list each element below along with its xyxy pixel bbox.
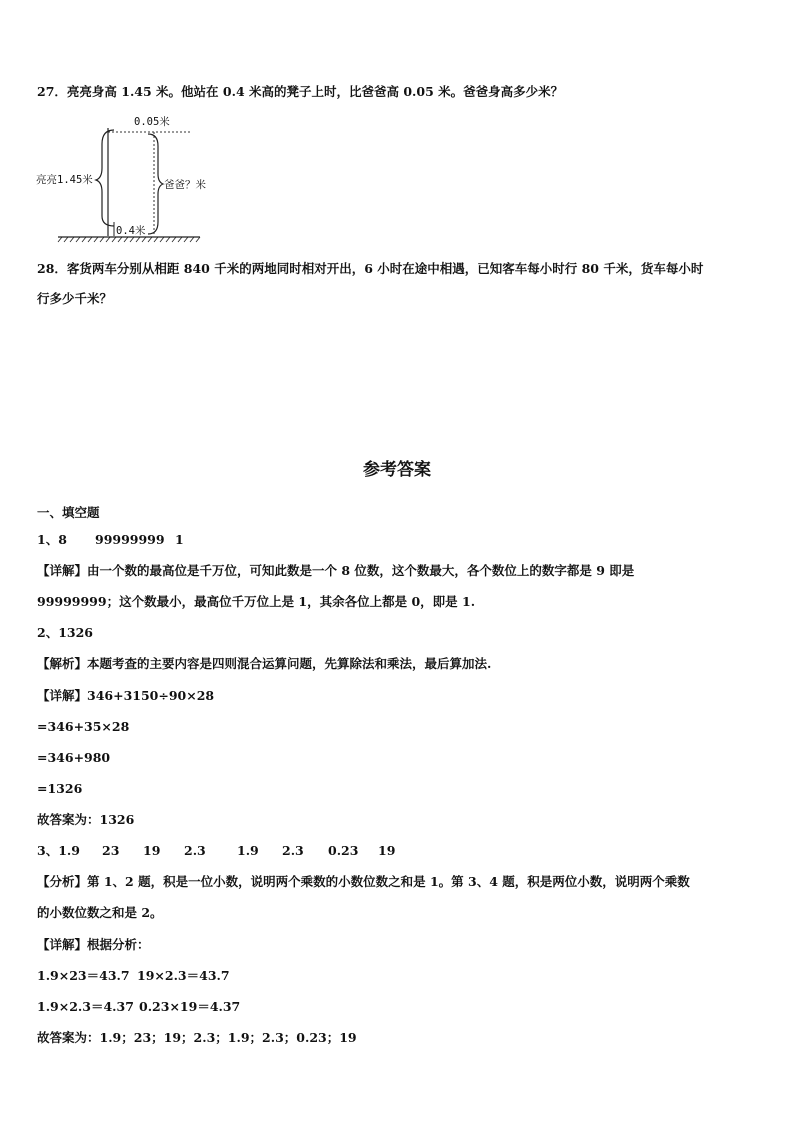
a2-analysis: 【解析】本题考查的主要内容是四则混合运算问题，先算除法和乘法，最后算加法.: [37, 656, 492, 671]
a3-eq1b: 19×2.3＝43.7: [137, 968, 230, 983]
a3-eq2b: 0.23×19＝4.37: [139, 999, 241, 1014]
section-heading: 一、填空题: [37, 505, 100, 520]
q27-diagram: [30, 112, 250, 252]
a1-head: [37, 532, 184, 548]
a3-v3: 19: [143, 843, 161, 858]
a3-detail: 【详解】根据分析：: [37, 937, 150, 952]
a3-answer: 故答案为：1.9；23；19；2.3；1.9；2.3；0.23；19: [37, 1030, 357, 1045]
a3-eq-row-2: [37, 999, 240, 1015]
a1-min: 1: [175, 532, 184, 547]
a3-v5: 1.9: [237, 843, 259, 858]
a1-detail-1: 【详解】由一个数的最高位是千万位，可知此数是一个 8 位数，这个数最大，各个数位上的数字都是 9 即是: [37, 563, 635, 578]
a2-step-3: =1326: [37, 781, 83, 796]
label-bottom: 0.4米: [116, 225, 146, 237]
q27-text: 27．亮亮身高 1.45 米。他站在 0.4 米高的凳子上时，比爸爸高 0.05 米。爸爸身高多少米？: [37, 84, 564, 99]
a3-eq1a: 1.9×23＝43.7: [37, 968, 130, 983]
a2-step-2: =346+980: [37, 750, 111, 765]
a3-v6: 2.3: [282, 843, 304, 858]
a3-v2: 23: [102, 843, 120, 858]
a3-head: [37, 843, 395, 859]
label-right: 爸爸？米: [164, 179, 206, 191]
q28-line1: 28．客货两车分别从相距 840 千米的两地同时相对开出，6 小时在途中相遇，已知客车每小时行 80 千米，货车每小时: [37, 261, 704, 276]
a3-eq-row-1: [37, 968, 230, 984]
label-left: 亮亮1.45米: [36, 174, 93, 186]
a2-detail: 【详解】346+3150÷90×28: [37, 688, 215, 703]
a2-step-1: =346+35×28: [37, 719, 130, 734]
a3-eq2a: 1.9×2.3＝4.37: [37, 999, 134, 1014]
a3-v7: 0.23: [328, 843, 359, 858]
answers-title: 参考答案: [363, 460, 431, 480]
right-brace: [148, 134, 163, 234]
label-top: 0.05米: [134, 116, 170, 128]
a1-detail-2: 99999999；这个数最小，最高位千万位上是 1，其余各位上都是 0，即是 1.: [37, 594, 476, 609]
a3-analysis-1: 【分析】第 1、2 题，积是一位小数，说明两个乘数的小数位数之和是 1。第 3、4 题，积是两位小数，说明两个乘数: [37, 874, 690, 889]
a3-analysis-2: 的小数位数之和是 2。: [37, 905, 163, 920]
a3-v8: 19: [378, 843, 396, 858]
left-brace: [96, 130, 114, 226]
a2-head: 2、1326: [37, 625, 93, 640]
a3-v1: 3、1.9: [37, 843, 80, 858]
ground-hatch: [58, 237, 200, 242]
a1-num: 1、8: [37, 532, 67, 547]
q28-line2: 行多少千米？: [37, 291, 113, 306]
a1-max: 99999999: [95, 532, 165, 547]
a2-answer: 故答案为：1326: [37, 812, 135, 827]
a3-v4: 2.3: [184, 843, 206, 858]
